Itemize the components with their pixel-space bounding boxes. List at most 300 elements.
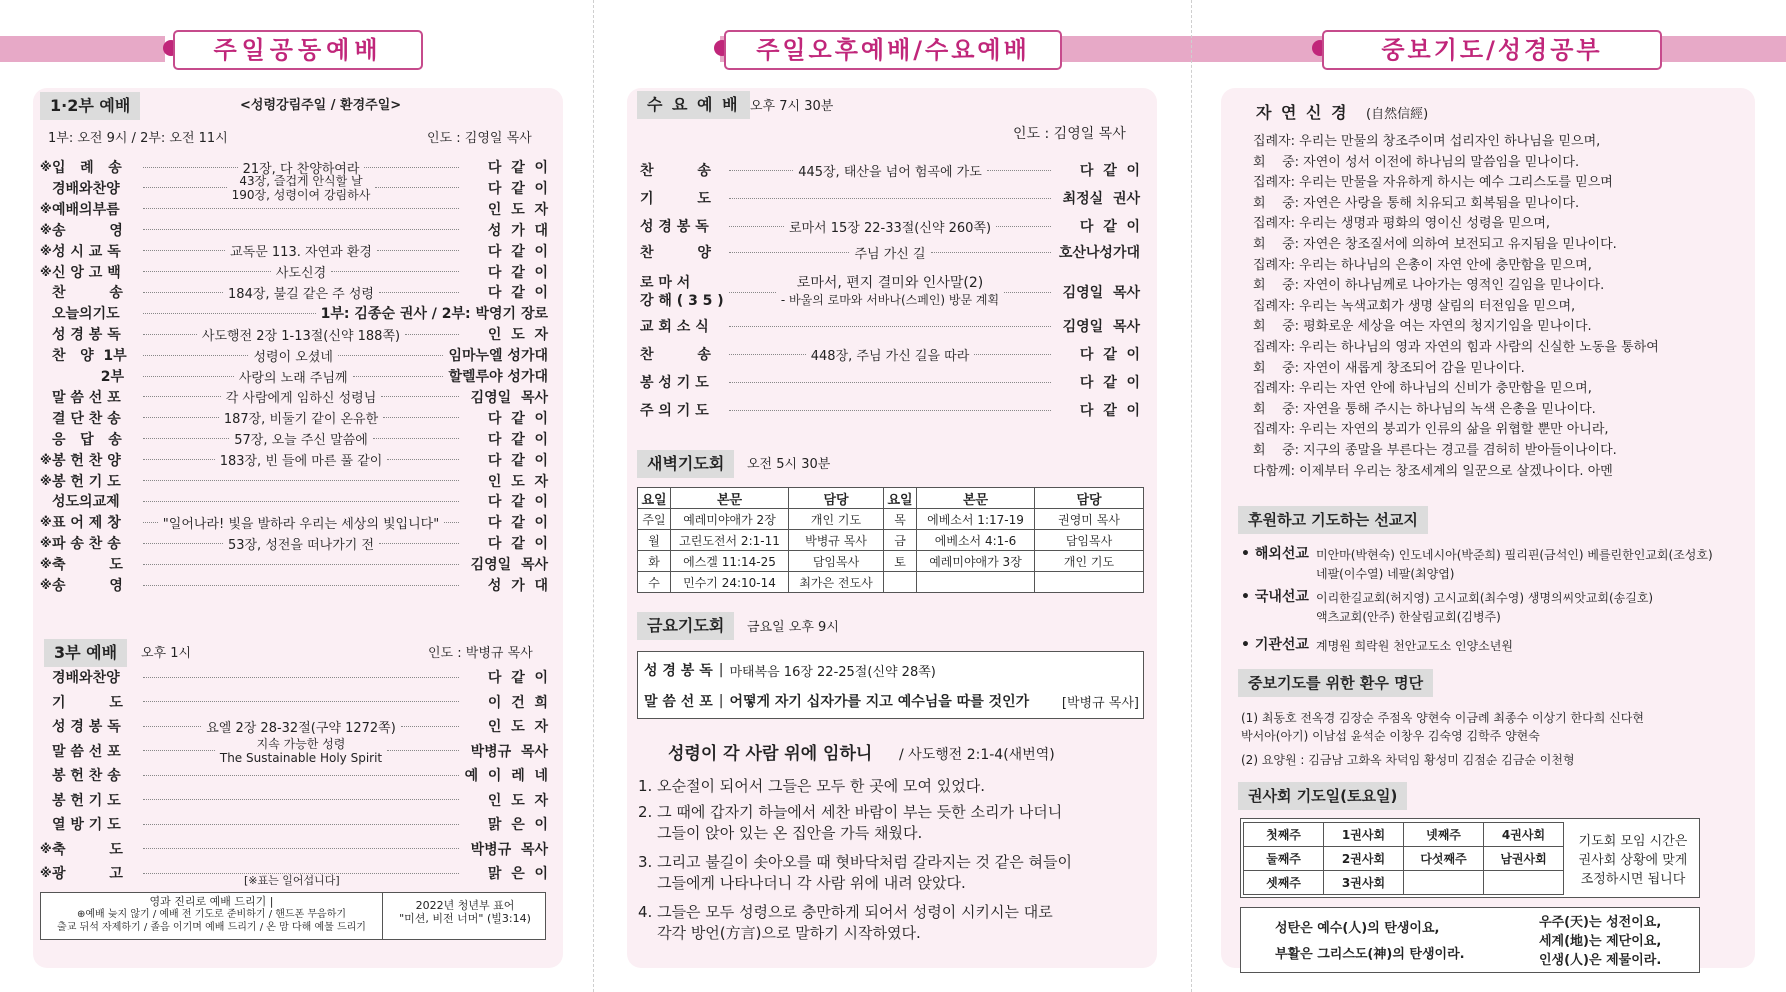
stand-mark: ※ [40,264,52,279]
service-responsible: 다 같 이 [487,494,548,511]
service-detail-line: 43장, 즐겁게 안식할 날 [239,173,363,188]
study-reference: / 사도행전 2:1-4(새번역) [899,747,1055,763]
service-detail-area [138,283,464,302]
service-part-name: 신 앙 고 백 [52,264,121,281]
service-responsible: 인 도 자 [487,792,548,809]
service-detail-area [138,534,464,553]
table-cell: 고린도전서 2:1-11 [671,530,789,551]
creed-line: 집례자: 우리는 만물을 자유하게 하시는 예수 그리스도를 믿으며 [1253,175,1613,191]
service-responsible: 할렐루야 성가대 [448,369,548,385]
service-row [40,533,548,553]
table-cell [1484,871,1564,895]
service-row [40,765,548,785]
service-detail-area [724,243,1056,262]
service-part-name [640,274,724,310]
table-cell: 개인 기도 [1035,551,1144,572]
service-3-time: 오후 1시 [141,646,192,661]
stand-mark: ※ [40,201,52,216]
dotted-leader [974,354,1051,355]
service-responsible: 다 같 이 [487,160,548,176]
mission-category: • 해외선교 [1241,546,1309,562]
study-verse: 1. 오순절이 되어서 그들은 모두 한 곳에 모여 있었다. [638,777,986,795]
wed-service-label: 수 요 예 배 [637,91,750,119]
dotted-leader [143,501,459,502]
service-part-name: 송 영 [52,222,123,239]
table-header-cell: 담당 [789,488,884,509]
service-12-leader: 인도 : 김영일 목사 [427,131,532,146]
service-part-name: 봉 헌 기 도 [52,792,121,809]
patients-line-3: (2) 요양원 : 김금남 고화옥 차덕임 황성미 김점순 김금순 이천형 [1241,753,1575,767]
table-cell: 토 [884,551,917,572]
service-detail-area [138,513,464,532]
service-detail: "일어나라! 빛을 발하라 우리는 세상의 빛입니다" [162,516,440,532]
dotted-leader [143,750,215,751]
table-header-cell: 요일 [638,488,671,509]
service-part-name: 열 방 기 도 [52,817,121,833]
dotted-leader [987,170,1051,171]
table-cell: 최가은 전도사 [789,572,884,593]
service-detail-area [138,408,464,427]
service-detail-area [724,161,1056,180]
service-part-name: 축 도 [52,557,123,574]
wed-service-leader: 인도 : 김영일 목사 [1013,126,1126,142]
service-detail-line: 로마서, 편지 결미와 인사말(2) [796,275,984,291]
service-responsible: 다 같 이 [487,515,548,532]
service-row [40,387,548,407]
dotted-leader [401,726,459,727]
service-detail: 53장, 성전을 떠나가기 전 [227,537,375,553]
dotted-leader [143,417,219,418]
service-detail: 요엘 2장 28-32절(구약 1272쪽) [206,720,396,736]
dotted-leader [387,459,459,460]
dotted-leader [143,726,201,727]
dotted-leader [143,585,459,586]
mission-category: • 국내선교 [1241,589,1309,605]
service-row [40,716,548,736]
service-detail-area [138,701,464,702]
service-responsible: 김영일 목사 [1062,319,1140,335]
creed-line: 회 중: 자연을 통해 주시는 하나님의 녹색 은총을 믿나이다. [1253,401,1596,417]
dotted-leader [143,355,248,356]
service-part-name: 찬 송 [52,285,123,302]
table-cell: 금 [884,530,917,551]
youth-motto: "미션, 비전 너머" (빌3:14) [399,912,531,925]
service-part-name: 봉 헌 찬 송 [52,768,121,784]
service-responsible: 다 같 이 [487,431,548,448]
table-cell: 넷째주 [1404,823,1484,847]
service-part-name: 결 단 찬 송 [52,410,121,427]
table-cell: 담임목사 [1035,530,1144,551]
service-responsible: 다 같 이 [487,243,548,260]
study-verse: 각각 방언(方言)으로 말하기 시작하였다. [638,924,921,942]
col3-header-title: 중보기도/성경공부 [1322,30,1662,70]
service-row [40,814,548,834]
service-detail-area [138,717,464,736]
elders-note-line: 기도회 모임 시간은 [1578,834,1688,849]
table-cell: 둘째주 [1244,847,1324,871]
dotted-leader [1004,292,1051,293]
service-responsible: 다 같 이 [487,410,548,427]
elders-note-line: 권사회 상황에 맞게 [1578,853,1688,868]
dotted-leader [143,799,459,800]
service-responsible: 성 가 대 [487,578,548,594]
service-detail: 183장, 빈 들에 마른 풀 같이 [219,454,383,470]
quote-right-3: 인생(人)은 제물이라. [1539,953,1662,968]
service-responsible: 다 같 이 [487,452,548,469]
service-row [40,366,548,386]
dotted-leader [143,376,234,377]
service-responsible: 다 같 이 [487,670,548,686]
table-cell: 3권사회 [1324,871,1404,895]
dotted-leader [331,271,459,272]
dotted-leader [729,252,849,253]
dotted-leader [143,187,227,188]
service-part-name: 말 씀 선 포 [52,743,121,760]
quote-line-2: 부활은 그리스도(神)의 탄생이라. [1275,947,1465,962]
dotted-leader [405,334,459,335]
mission-line: 이리한길교회(허지영) 고시교회(최수영) 생명의씨앗교회(송길호) [1316,591,1654,605]
table-header-cell: 담당 [1035,488,1144,509]
mission-line: 네팔(이수열) 네팔(최양엽) [1316,567,1455,581]
friday-reading: 마태복음 16장 22-25절(신약 28쪽) [729,664,936,680]
dotted-leader [143,848,459,849]
creed-line: 회 중: 자연은 사랑을 통해 치유되고 회복됨을 믿나이다. [1253,195,1580,211]
table-cell: 담임목사 [789,551,884,572]
service-responsible: 다 같 이 [1079,375,1140,391]
table-cell [1404,871,1484,895]
service-detail-area [138,799,464,800]
service-detail-area [138,229,464,230]
creed-line: 회 중: 평화로운 세상을 여는 자연의 청지기임을 믿나이다. [1253,319,1592,335]
mission-label: 후원하고 기도하는 선교지 [1238,506,1428,534]
stand-mark: ※ [40,473,52,488]
dotted-leader [143,396,221,397]
service-row [40,173,548,202]
dotted-leader [143,459,215,460]
service-responsible: 맑 은 이 [487,817,548,833]
friday-sermon-label: 말 씀 선 포 [644,694,713,710]
service-responsible: 다 같 이 [1079,219,1140,235]
patients-label: 중보기도를 위한 환우 명단 [1238,669,1433,697]
service-detail [220,737,382,765]
service-row [40,450,548,470]
service-detail: 주님 가신 길 [854,246,926,262]
service-detail-area [724,275,1056,309]
friday-prayer-box: 성 경 봉 독 | 마태복음 16장 22-25절(신약 28쪽) 말 씀 선 포 | 어떻게 자기 십자가를 지고 예수님을 따를 것인가 [박병규 목사] [637,651,1144,719]
service-detail-area [724,345,1056,364]
quote-box [1240,907,1700,973]
creed-hanja: (自然信經) [1366,107,1429,122]
service-part-name: 봉 헌 기 도 [52,473,121,490]
service-part-name: 성 경 봉 독 [52,327,121,344]
service-part-name: 경배와찬양 [52,180,120,197]
dotted-leader [996,226,1051,227]
service-responsible: 맑 은 이 [487,866,548,882]
table-cell: 셋째주 [1244,871,1324,895]
stand-mark: ※ [40,515,52,530]
service-detail-area [138,501,464,502]
mission-line: 미안마(박현숙) 인도네시아(박준희) 필리핀(금석인) 베를린한인교회(조성호) [1316,548,1713,562]
service-row [640,344,1140,364]
service-part-name: 예배의부름 [52,201,120,218]
dotted-leader [444,522,459,523]
creed-line: 회 중: 자연은 창조질서에 의하여 보전되고 유지됨을 믿나이다. [1253,237,1617,252]
service-responsible: 인 도 자 [487,327,548,344]
stand-mark: ※ [40,160,52,174]
service-responsible: 김영일 목사 [470,389,548,406]
service-responsible: 다 같 이 [1079,403,1140,419]
creed-line: 집례자: 우리는 하나님의 은총이 자연 안에 충만함을 믿으며, [1253,257,1592,273]
service-detail-area [138,564,464,565]
service-3-label: 3부 예배 [44,639,127,667]
dotted-leader [143,522,158,523]
service-row [640,188,1140,208]
service-part-name: 찬 양 1부 [52,348,127,365]
service-responsible: 성 가 대 [487,222,548,239]
dotted-leader [729,226,784,227]
service-detail-area [724,410,1056,411]
dotted-leader [387,750,459,751]
dotted-leader [931,252,1051,253]
dotted-leader [375,187,459,188]
service-responsible: 이 건 희 [487,694,548,711]
youth-motto-title: 2022년 청년부 표어 [415,899,515,912]
service-row [40,839,548,859]
stand-mark: ※ [40,452,52,467]
service-detail: 187장, 비둘기 같이 온유한 [223,412,379,428]
study-title: 성령이 각 사람 위에 임하니 [668,744,873,764]
col2-header-title: 주일오후예배/수요예배 [724,30,1062,70]
stand-mark: ※ [40,866,52,880]
service-row [40,491,548,511]
service-12-subtitle: <성령강림주일 / 환경주일> [240,98,402,113]
service-responsible: 다 같 이 [487,264,548,281]
stand-mark: ※ [40,536,52,551]
service-detail-line: 190장, 성령이여 강림하사 [231,187,371,202]
dotted-leader [143,167,238,168]
service-detail-area [138,824,464,825]
table-cell: 에스겔 11:14-25 [671,551,789,572]
service-row [40,282,548,302]
dotted-leader [143,250,225,251]
column-divider-2 [1191,0,1192,992]
service-detail-area [138,848,464,849]
study-verse: 그들에게 나타나더니 각 사람 위에 내려 앉았다. [638,874,966,892]
creed-line: 다함께: 이제부터 우리는 창조세계의 일꾼으로 살겠나이다. 아멘 [1253,463,1613,479]
dotted-leader [143,292,223,293]
service-detail: 448장, 주님 가신 길을 따라 [810,348,970,364]
quote-right-2: 세계(地)는 제단이요, [1539,934,1662,949]
patients-line-1: (1) 최동호 전옥경 김장순 주점옥 양현숙 이금례 최종수 이상기 한다희 신다현 [1241,711,1644,725]
service-detail-area [138,677,464,678]
footer-line-1: 영과 진리로 예배 드리기 | [149,895,274,908]
table-cell: 남권사회 [1484,847,1564,871]
stand-mark: ※ [40,841,52,856]
table-cell: 첫째주 [1244,823,1324,847]
table-header-cell: 본문 [917,488,1035,509]
table-cell: 주일 [638,509,671,530]
service-row [40,241,548,261]
service-12-times: 1부: 오전 9시 / 2부: 오전 11시 [48,131,228,146]
service-responsible: 인 도 자 [487,719,548,735]
service-row [40,408,548,428]
service-part-name: 광 고 [52,866,123,882]
service-detail: 각 사람에게 임하신 성령님 [225,391,377,407]
dotted-leader [143,334,197,335]
service-part-name: 기 도 [52,694,123,711]
service-part-name: 찬 송 [640,163,711,179]
creed-line: 집례자: 우리는 생명과 평화의 영이신 성령을 믿으며, [1253,216,1551,232]
dawn-prayer-time: 오전 5시 30분 [747,457,831,472]
service-part-name: 기 도 [640,191,711,207]
dotted-leader [379,292,459,293]
table-cell: 2권사회 [1324,847,1404,871]
quote-right-1: 우주(天)는 성전이요, [1539,915,1662,930]
service-detail-area [138,480,464,481]
study-verse: 2. 그 때에 갑자기 하늘에서 세찬 바람이 부는 듯한 소리가 나더니 [638,803,1063,821]
service-part-name: 성 경 봉 독 [52,719,121,735]
service-detail: 사도신경 [275,266,327,281]
mission-category: • 기관선교 [1241,637,1309,653]
creed-title: 자 연 신 경 [1256,103,1349,122]
service-detail [781,275,999,309]
footer-line-2: ⊕예배 늦지 않기 / 예배 전 기도로 준비하기 / 핸드폰 무음하기 [76,909,347,920]
stand-mark: ※ [40,557,52,572]
footer-line-3: 출교 뒤석 자제하기 / 졸음 이기며 예배 드리기 / 온 맘 다해 예물 드리기 [57,922,366,933]
table-cell: 권영미 목사 [1035,509,1144,530]
service-detail-area [138,585,464,586]
table-cell: 개인 기도 [789,509,884,530]
table-cell: 에베소서 4:1-6 [917,530,1035,551]
service-part-name: 성 시 교 독 [52,243,121,260]
friday-sermon: 어떻게 자기 십자가를 지고 예수님을 따를 것인가 [729,694,1030,710]
creed-line: 집례자: 우리는 자연의 붕괴가 인류의 삶을 위협할 뿐만 아니라, [1253,422,1609,438]
service-part-name: 표 어 제 창 [52,515,121,532]
friday-prayer-label: 금요기도회 [637,612,734,640]
study-verse: 3. 그리고 불길이 솟아오를 때 혓바닥처럼 갈라지는 것 같은 혀들이 [638,853,1072,871]
dotted-leader [143,480,459,481]
dotted-leader [143,313,316,314]
service-responsible: 다 같 이 [1079,347,1140,363]
table-cell: 수 [638,572,671,593]
service-row [40,554,548,574]
dotted-leader [729,326,1051,327]
service-part-name: 송 영 [52,578,123,594]
table-cell: 월 [638,530,671,551]
service-detail-area [138,174,464,202]
dawn-prayer-table [637,487,1144,593]
dotted-leader [143,271,271,272]
service-part-name: 봉 헌 찬 양 [52,452,121,469]
service-detail-area [138,775,464,776]
dotted-leader [729,410,1051,411]
service-detail-area [138,241,464,260]
table-cell: 예레미야애가 2장 [671,509,789,530]
service-row [40,262,548,282]
service-detail-area [138,429,464,448]
dotted-leader [729,170,793,171]
service-part-name: 찬 양 [640,245,711,261]
service-detail: 184장, 불길 같은 주 성령 [228,286,374,302]
service-row [40,220,548,240]
wed-service-time: 오후 7시 30분 [750,99,834,114]
header-band-left [0,36,165,62]
service-responsible: 박병규 목사 [470,841,548,858]
service-responsible: 다 같 이 [487,285,548,302]
service-3-leader: 인도 : 박병규 목사 [428,646,533,661]
service-part-name: 경배와찬양 [52,670,120,686]
patients-line-2: 박서아(아기) 이남섭 윤석순 이창우 김숙영 김학주 양현숙 [1241,729,1540,743]
service-part-name: 축 도 [52,841,123,858]
service-detail-area [724,382,1056,383]
service-row [40,512,548,532]
service-row [40,471,548,491]
service-detail-area [138,313,321,314]
service-row [40,736,548,765]
service-responsible: 인 도 자 [487,201,548,218]
standing-note: [※표는 일어섭니다] [244,874,340,887]
service-row [640,216,1140,236]
service-responsible: 다 같 이 [487,180,548,197]
table-cell: 화 [638,551,671,572]
service-detail-area [138,346,448,365]
service-part-name: 입 례 송 [52,160,122,176]
service-responsible: 호산나성가대 [1058,245,1140,261]
dawn-prayer-label: 새벽기도회 [637,450,734,478]
dotted-leader [143,824,459,825]
table-cell: 다섯째주 [1404,847,1484,871]
service-row [40,790,548,810]
service-row [40,575,548,595]
service-detail: 21장, 다 찬양하여라 [242,161,360,177]
creed-line: 집례자: 우리는 만물의 창조주이며 섭리자인 하나님을 믿으며, [1253,134,1601,149]
dotted-leader [143,208,459,209]
service-detail: 445장, 태산을 넘어 험곡에 가도 [798,164,982,180]
service-row [40,324,548,344]
service-footer-box [40,892,546,940]
service-part-name: 성도의교제 [52,494,120,511]
dotted-leader [729,354,806,355]
service-detail: 사도행전 2장 1-13절(신약 188쪽) [201,328,401,344]
elders-label: 권사회 기도일(토요일) [1238,782,1407,810]
stand-mark: ※ [40,222,52,237]
dotted-leader [143,543,223,544]
service-part-name: 찬 송 [640,347,711,363]
service-responsible: 예 이 레 네 [464,768,548,784]
service-detail-area [138,450,464,469]
service-part-name: 2부 [52,369,125,385]
service-detail-area [724,198,1056,199]
table-cell: 에베소서 1:17-19 [917,509,1035,530]
column-divider-1 [593,0,594,992]
service-detail-area [138,737,464,765]
service-part-name: 오늘의기도 [52,306,120,323]
service-part-name: 주 의 기 도 [640,403,709,419]
service-detail-area [138,208,464,209]
creed-line: 집례자: 우리는 녹색교회가 생명 살림의 터전임을 믿으며, [1253,298,1576,314]
dotted-leader [383,417,459,418]
dotted-leader [143,701,459,702]
service-responsible: 최정실 권사 [1062,191,1140,207]
dotted-leader [377,250,459,251]
dotted-leader [729,292,776,293]
service-part-name: 파 송 찬 송 [52,536,121,553]
service-responsible: 김영일 목사 [1062,285,1140,301]
table-cell: 4권사회 [1484,823,1564,847]
table-cell: 1권사회 [1324,823,1404,847]
dotted-leader [364,167,459,168]
service-detail-line: 지속 가능한 성령 [256,736,346,751]
